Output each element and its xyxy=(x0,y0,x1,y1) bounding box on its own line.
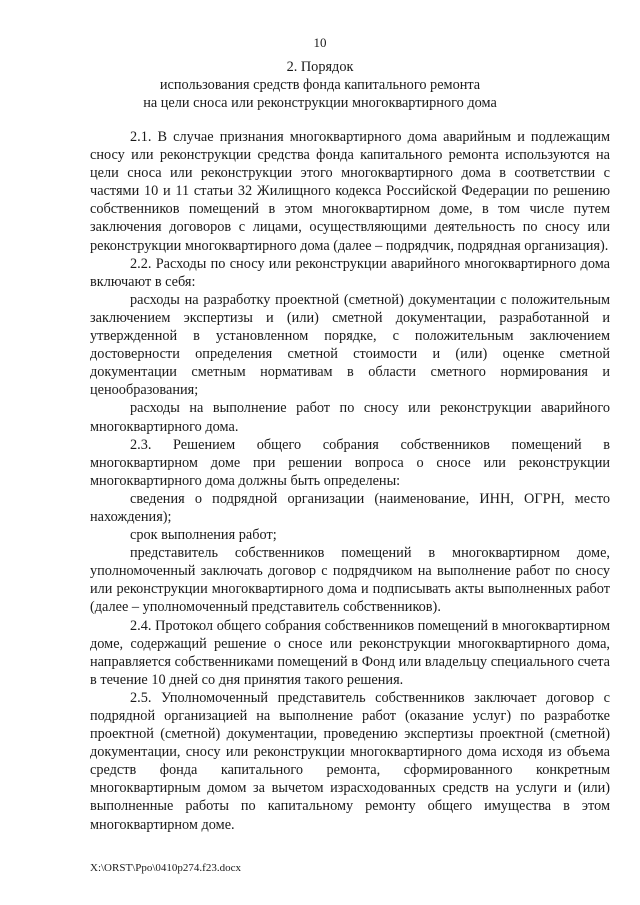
file-path-footer: X:\ORST\Ppo\0410p274.f23.docx xyxy=(90,862,241,874)
paragraph-2-1: 2.1. В случае признания многоквартирного дома аварийным и подлежащим сносу или реконструкции средства фонда капитального ремонта используются на цели сноса или реконструкции этого многоквартирного дома в соответствии с частями 10 и 11 статьи 32 Жилищного кодекса Российской Федерации по решению собственников помещений в этом многоквартирном доме, в том числе путем заключения договоров с лицами, осуществляющими деятельность по сносу или реконструкции многоквартирного дома (далее – подрядчик, подрядная организация). xyxy=(90,129,610,254)
heading-line-3: на цели сноса или реконструкции многоквартирного дома xyxy=(143,95,497,111)
paragraph-2-4: 2.4. Протокол общего собрания собственников помещений в многоквартирном доме, содержащий решение о сносе или реконструкции многоквартирного дома, направляется собственниками помещений в Фонд или владельцу специального счета в течение 10 дней со дня принятия такого решения. xyxy=(90,617,610,688)
paragraph-2-2: 2.2. Расходы по сносу или реконструкции аварийного многоквартирного дома включают в себя: xyxy=(90,255,610,290)
paragraph-2-2-item-2: расходы на выполнение работ по сносу или реконструкции аварийного многоквартирного дома. xyxy=(90,400,610,435)
section-heading xyxy=(40,58,600,112)
paragraph-2-3: 2.3. Решением общего собрания собственников помещений в многоквартирном доме при решении вопроса о сносе или реконструкции многоквартирного дома должны быть определены: xyxy=(90,436,610,489)
heading-line-1: 2. Порядок xyxy=(286,59,354,75)
paragraph-2-5: 2.5. Уполномоченный представитель собственников заключает договор с подрядной организацией на выполнение работ (оказание услуг) по разработке проектной (сметной) документации, проведению экспертизы проектной (сметной) документации, сносу или реконструкции многоквартирного дома исходя из объема средств фонда капитального ремонта, сформированного конкретным многоквартирным домом за вычетом израсходованных средств на услуги и (или) выполненные работы по капитальному ремонту общего имущества в этом многоквартирном доме. xyxy=(90,689,610,833)
paragraph-2-2-item-1: расходы на разработку проектной (сметной) документации с положительным заключением экспертизы и (или) сметной документации, разработанной и утвержденной в установленном порядке, с положительным заключением достоверности определения сметной стоимости и (или) оценке сметной документации сметным нормативам в области сметного нормирования и ценообразования; xyxy=(90,291,610,399)
page-number: 10 xyxy=(313,35,327,50)
paragraph-2-3-item-1: сведения о подрядной организации (наименование, ИНН, ОГРН, место нахождения); xyxy=(90,490,610,525)
document-body xyxy=(90,128,610,834)
heading-line-2: использования средств фонда капитального ремонта xyxy=(159,77,481,93)
paragraph-2-3-item-3: представитель собственников помещений в многоквартирном доме, уполномоченный заключать договор с подрядчиком на выполнение работ по сносу или реконструкции многоквартирного дома и подписывать акты выполненных работ (далее – уполномоченный представитель собственников). xyxy=(90,545,610,616)
paragraph-2-3-item-2: срок выполнения работ; xyxy=(130,527,277,544)
